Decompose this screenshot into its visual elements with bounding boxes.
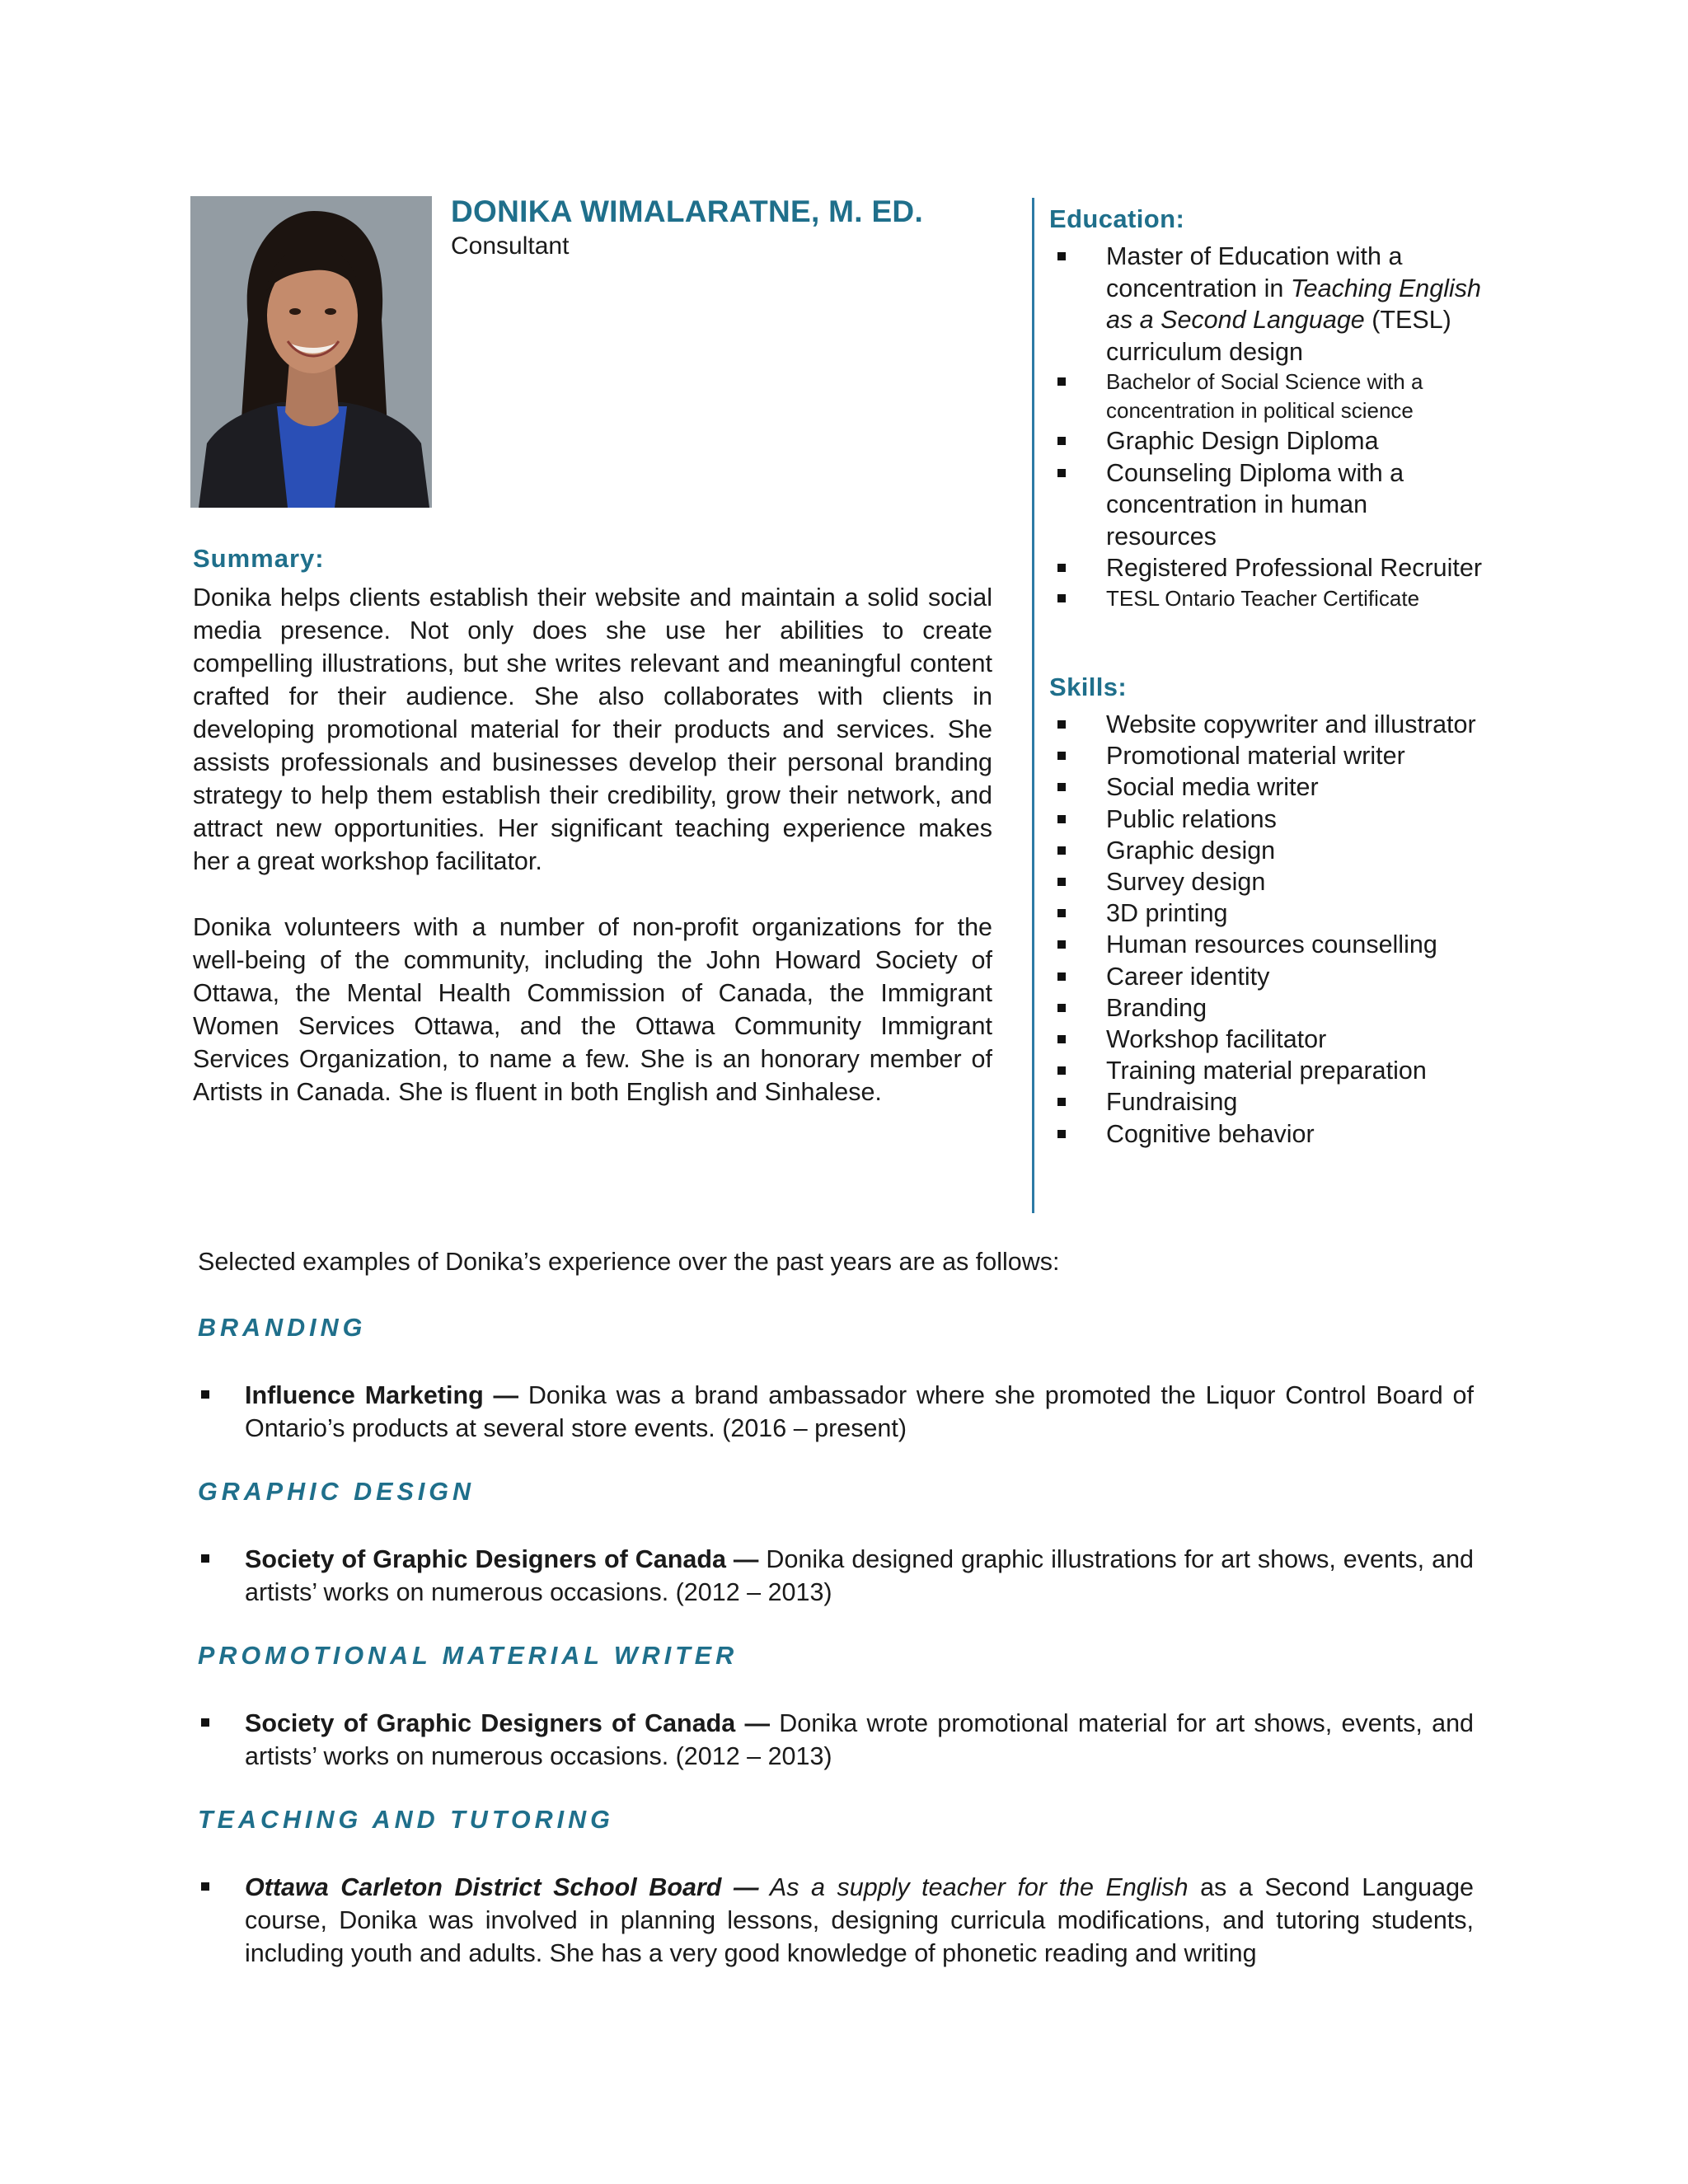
skill-item: Promotional material writer — [1053, 740, 1482, 771]
education-item: Counseling Diploma with a concentration in human resources — [1053, 457, 1482, 553]
skill-item: Social media writer — [1053, 771, 1482, 803]
education-heading: Education: — [1049, 204, 1185, 233]
skill-item: Public relations — [1053, 804, 1482, 835]
education-list — [1053, 241, 1482, 613]
profile-photo — [190, 196, 432, 508]
education-item: Graphic Design Diploma — [1053, 425, 1482, 457]
skill-item: Branding — [1053, 992, 1482, 1024]
experience-item: Society of Graphic Designers of Canada — Donika wrote promotional material for art shows, events, and artists’ works on numerous occasions. (2012 – 2013) — [198, 1707, 1474, 1773]
skill-item: Survey design — [1053, 866, 1482, 898]
section-title-teaching-and-tutoring: TEACHING AND TUTORING — [198, 1806, 614, 1834]
experience-item: Influence Marketing — Donika was a brand ambassador where she promoted the Liquor Control Board of Ontario’s products at several store events. (2016 – present) — [198, 1379, 1474, 1445]
skills-list — [1053, 709, 1482, 1150]
skill-item: Graphic design — [1053, 835, 1482, 866]
experience-intro: Selected examples of Donika’s experience over the past years are as follows: — [198, 1248, 1060, 1276]
education-item: Registered Professional Recruiter — [1053, 552, 1482, 584]
experience-item: Society of Graphic Designers of Canada — Donika designed graphic illustrations for art shows, events, and artists’ works on numerous occasions. (2012 – 2013) — [198, 1543, 1474, 1609]
experience-item: Ottawa Carleton District School Board — As a supply teacher for the English as a Second Language course, Donika was involved in planning lessons, designing curricula modifications, and tutoring students, including youth and adults. She has a very good knowledge of phonetic reading and writing — [198, 1871, 1474, 1970]
education-item: Bachelor of Social Science with a concentration in political science — [1053, 368, 1482, 425]
bullet-icon — [201, 1718, 209, 1727]
skill-item: Career identity — [1053, 961, 1482, 992]
skill-item: Cognitive behavior — [1053, 1118, 1482, 1150]
skill-item: Fundraising — [1053, 1086, 1482, 1118]
candidate-role: Consultant — [451, 232, 570, 260]
section-title-graphic-design: GRAPHIC DESIGN — [198, 1478, 476, 1506]
summary-paragraph: Donika helps clients establish their website and maintain a solid social media presence. Not only does she use her abilities to create compelling illustrations, but she writes relevant and meaningful content crafted for their audience. She also collaborates with clients in developing promotional material for their products and services. She assists professionals and businesses develop their personal branding strategy to help them establish their credibility, grow their network, and attract new opportunities. Her significant teaching experience makes her a great workshop facilitator. — [193, 583, 992, 875]
skill-item: Training material preparation — [1053, 1055, 1482, 1086]
summary-heading: Summary: — [193, 544, 325, 573]
education-item: Master of Education with a concentration in Teaching English as a Second Language (TESL) curriculum design — [1053, 241, 1482, 368]
summary-paragraph: Donika volunteers with a number of non-profit organizations for the well-being of the community, including the John Howard Society of Ottawa, the Mental Health Commission of Canada, the Immigrant Women Services Ottawa, and the Ottawa Community Immigrant Services Organization, to name a few. She is an honorary member of Artists in Canada. She is fluent in both English and Sinhalese. — [193, 913, 992, 1106]
summary-text — [193, 581, 992, 1108]
skill-item: Workshop facilitator — [1053, 1024, 1482, 1055]
skill-item: 3D printing — [1053, 898, 1482, 929]
candidate-name: DONIKA WIMALARATNE, M. ED. — [451, 194, 924, 228]
section-title-branding: BRANDING — [198, 1314, 367, 1342]
education-item: TESL Ontario Teacher Certificate — [1053, 584, 1482, 613]
bullet-icon — [201, 1390, 209, 1399]
skill-item: Website copywriter and illustrator — [1053, 709, 1482, 740]
bullet-icon — [201, 1882, 209, 1891]
section-title-promotional-material-writer: PROMOTIONAL MATERIAL WRITER — [198, 1642, 738, 1670]
bullet-icon — [201, 1554, 209, 1563]
skill-item: Human resources counselling — [1053, 929, 1482, 960]
skills-heading: Skills: — [1049, 673, 1128, 701]
column-divider — [1032, 198, 1034, 1213]
portrait-illustration — [190, 196, 432, 508]
